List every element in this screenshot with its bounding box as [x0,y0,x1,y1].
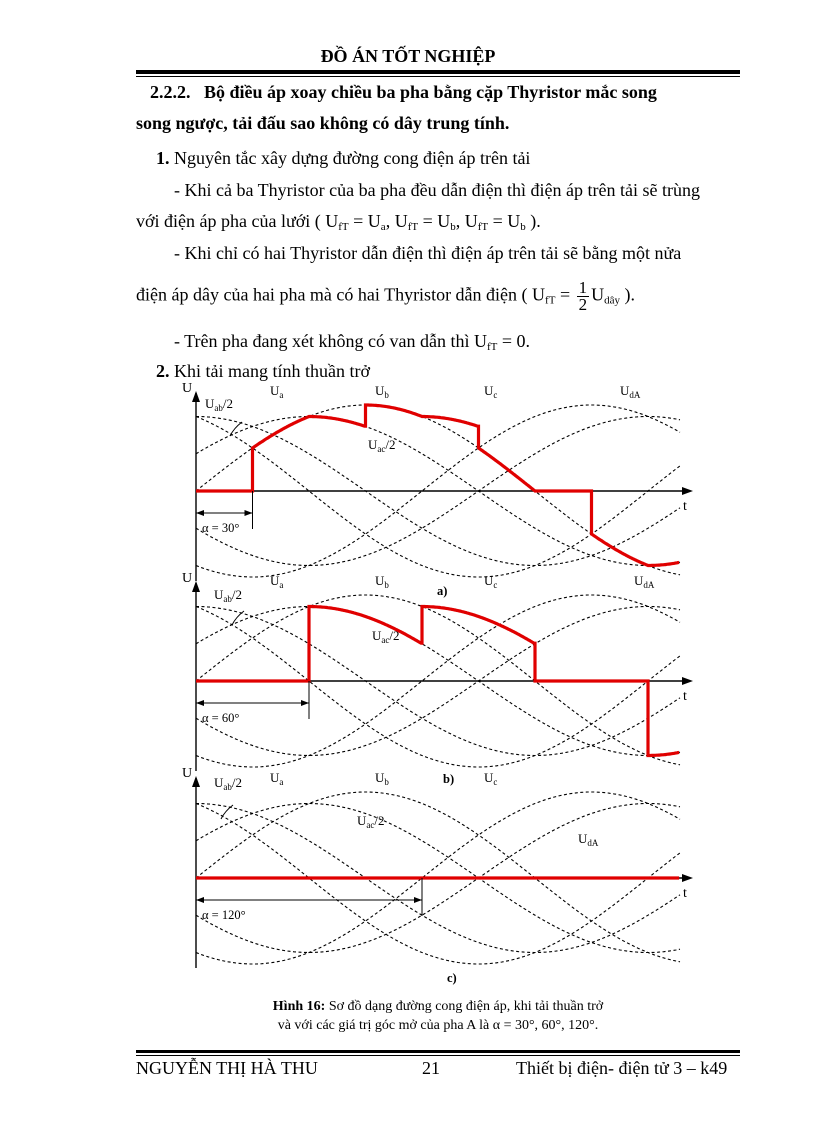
x-axis-arrow [682,487,693,495]
item1-para2-line2: điện áp dây của hai pha mà có hai Thyristor dẫn điện ( $U_{fT}$ = $\frac{1}{2}$ $U_{dây}$ ). [136,278,635,314]
item1-para1-line1: - Khi cả ba Thyristor của ba pha đều dẫn điện thì điện áp trên tải sẽ trùng [174,180,700,200]
panel-label: a) [437,584,448,598]
alpha-label: α = 30° [202,521,240,535]
item1-para1-line2: với điện áp pha của lưới ( $U_{fT} = U_a$, $U_{fT} = U_b$, $U_{fT} = U_b$ ). [136,211,541,233]
footer-rule-thin [136,1055,740,1056]
item1-para2-line1: - Khi chỉ có hai Thyristor dẫn điện thì điện áp trên tải sẽ bằng một nửa [174,243,682,263]
x-axis-arrow [682,677,693,685]
alpha-label: α = 60° [202,711,240,725]
alpha-arrowhead [301,700,309,706]
figure-caption-line2: và với các giá trị góc mở của pha A là α = 30°, 60°, 120°. [277,1018,599,1033]
panel-label: c) [447,971,457,985]
alpha-arrowhead [245,510,253,516]
x-axis-label: t [683,689,687,704]
alpha-arrowhead [196,700,204,706]
reference-sinusoid [196,607,680,768]
label-ub: $U_b$ [375,573,389,590]
reference-sinusoid [196,804,680,965]
section-heading-line1: 2.2.2. Bộ điều áp xoay chiều ba pha bằng cặp Thyristor mắc song [150,82,657,102]
y-axis-label: U [182,571,193,586]
waveform-panel [182,766,693,985]
label-uc: $U_c$ [484,573,498,590]
panel-label: b) [443,772,455,786]
label-uac-half: $U_{ac}/2$ [357,813,385,830]
label-ua: $U_a$ [270,573,284,590]
footer-page-number: 21 [422,1058,440,1078]
x-axis-label: t [683,499,687,514]
y-axis-label: U [182,766,193,781]
footer-author: NGUYỄN THỊ HÀ THU [136,1058,318,1078]
label-ub: $U_b$ [375,770,389,787]
alpha-arrowhead [196,897,204,903]
alpha-arrowhead [196,510,204,516]
label-uac-half: $U_{ac}/2$ [372,628,400,645]
y-axis-arrow [192,581,200,592]
alpha-label: α = 120° [202,908,246,922]
label-ub: $U_b$ [375,383,389,400]
item1-heading: 1. Nguyên tắc xây dựng đường cong điện áp trên tải [156,148,531,168]
label-uab-half: $U_{ab}/2$ [214,587,243,604]
waveform-panel [182,571,693,786]
label-leader [230,422,242,436]
y-axis-label: U [182,381,193,396]
label-uab-half: $U_{ab}/2$ [205,396,234,413]
item1-para3: - Trên pha đang xét không có van dẫn thì $U_{fT} = 0$. [174,331,530,353]
x-axis-label: t [683,886,687,901]
one-half-fraction: $\frac{1}{2}$ [578,278,588,314]
figure-caption-line1: Hình 16: Sơ đồ dạng đường cong điện áp, khi tải thuần trở [272,999,604,1014]
alpha-arrowhead [414,897,422,903]
load-voltage-curve [196,405,679,566]
waveform-panel [182,381,693,598]
footer-class: Thiết bị điện- điện tử 3 – k49 [516,1058,728,1078]
label-uab-half: $U_{ab}/2$ [214,775,243,792]
label-ua: $U_a$ [270,383,284,400]
section-heading-line2: song ngược, tải đấu sao không có dây trung tính. [136,113,510,133]
label-uc: $U_c$ [484,383,498,400]
label-uac-half: $U_{ac}/2$ [368,437,396,454]
label-uc: $U_c$ [484,770,498,787]
reference-sinusoid [196,417,680,578]
label-ua: $U_a$ [270,770,284,787]
label-uda: $U_{dA}$ [634,573,655,590]
x-axis-arrow [682,874,693,882]
y-axis-arrow [192,776,200,787]
page-header: ĐỒ ÁN TỐT NGHIỆP [320,46,496,66]
label-uda: $U_{dA}$ [578,831,599,848]
item2-heading: 2. Khi tải mang tính thuần trở [156,361,370,381]
footer-rule [136,1050,740,1053]
y-axis-arrow [192,391,200,402]
label-uda: $U_{dA}$ [620,383,641,400]
